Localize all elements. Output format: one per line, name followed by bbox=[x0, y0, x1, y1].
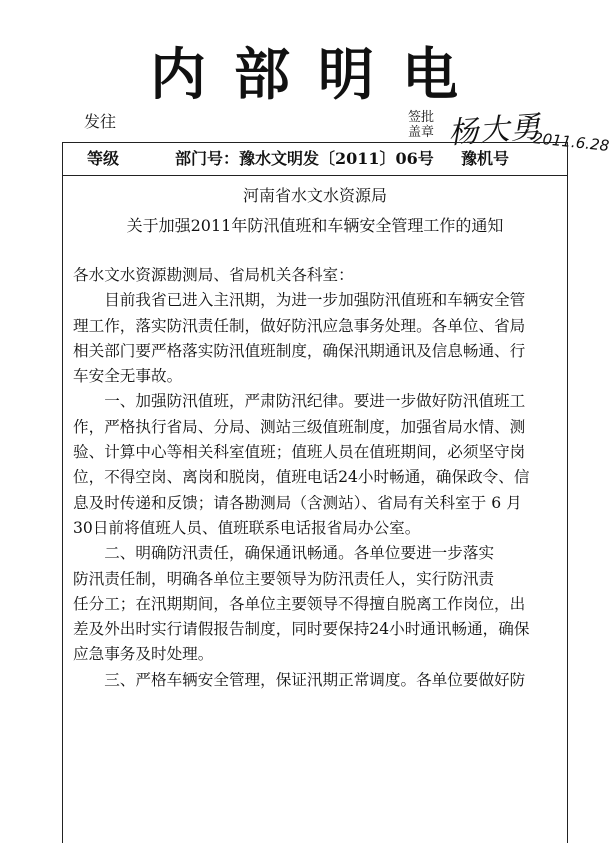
notice-body bbox=[73, 263, 557, 693]
yu-machine-number-label: 豫机号 bbox=[461, 149, 510, 168]
body-line: 三、严格车辆安全管理，保证汛期正常调度。各单位要做好防 bbox=[73, 670, 526, 689]
body-line: 目前我省已进入主汛期，为进一步加强防汛值班和车辆安全管 bbox=[73, 291, 526, 310]
body-line: 息及时传递和反馈；请各勘测局（含测站）、省局有关科室于 6 月 bbox=[73, 493, 522, 512]
body-line: 验、计算中心等相关科室值班；值班人员在值班期间，必须坚守岗 bbox=[73, 443, 526, 462]
body-line: 作，严格执行省局、分局、测站三级值班制度，加强省局水情、测 bbox=[73, 417, 526, 436]
send-to-label: 发往 bbox=[84, 112, 117, 131]
issuing-organization: 河南省水文水资源局 bbox=[242, 186, 387, 205]
table-header-row bbox=[63, 143, 567, 176]
body-line: 一、加强防汛值班，严肃防汛纪律。要进一步做好防汛值班工 bbox=[73, 392, 526, 411]
grade-label: 等级 bbox=[87, 149, 120, 168]
handwritten-signature: 杨大勇 bbox=[447, 109, 543, 152]
body-line: 理工作，落实防汛责任制，做好防汛应急事务处理。各单位、省局 bbox=[73, 316, 526, 335]
approval-label-line1: 签批 bbox=[408, 110, 435, 125]
body-line: 任分工；在汛期期间，各单位主要领导不得擅自脱离工作岗位，出 bbox=[73, 594, 526, 613]
approval-label-line2: 盖章 bbox=[408, 125, 435, 140]
body-line: 各水文水资源勘测局、省局机关各科室： bbox=[73, 266, 354, 284]
body-line: 防汛责任制，明确各单位主要领导为防汛责任人，实行防汛责 bbox=[73, 569, 495, 588]
body-line: 差及外出时实行请假报告制度，同时要保持24小时通讯畅通，确保 bbox=[73, 620, 530, 639]
body-line: 车安全无事故。 bbox=[73, 367, 183, 386]
document-frame bbox=[62, 142, 568, 843]
body-line: 应急事务及时处理。 bbox=[73, 645, 214, 664]
notice-subject: 关于加强2011年防汛值班和车辆安全管理工作的通知 bbox=[126, 216, 504, 235]
body-line: 位，不得空岗、离岗和脱岗，值班电话24小时畅通，确保政令、信 bbox=[73, 468, 530, 487]
body-line: 相关部门要严格落实防汛值班制度，确保汛期通讯及信息畅通、行 bbox=[73, 341, 526, 360]
document-title: 内部明电 bbox=[150, 42, 486, 108]
handwritten-date: 2011.6.28 bbox=[532, 129, 610, 155]
department-number: 部门号：豫水文明发〔2011〕06号 bbox=[175, 149, 434, 168]
body-line: 二、明确防汛责任，确保通讯畅通。各单位要进一步落实 bbox=[73, 544, 495, 563]
body-line: 30日前将值班人员、值班联系电话报省局办公室。 bbox=[73, 518, 421, 537]
approval-label bbox=[408, 110, 434, 140]
